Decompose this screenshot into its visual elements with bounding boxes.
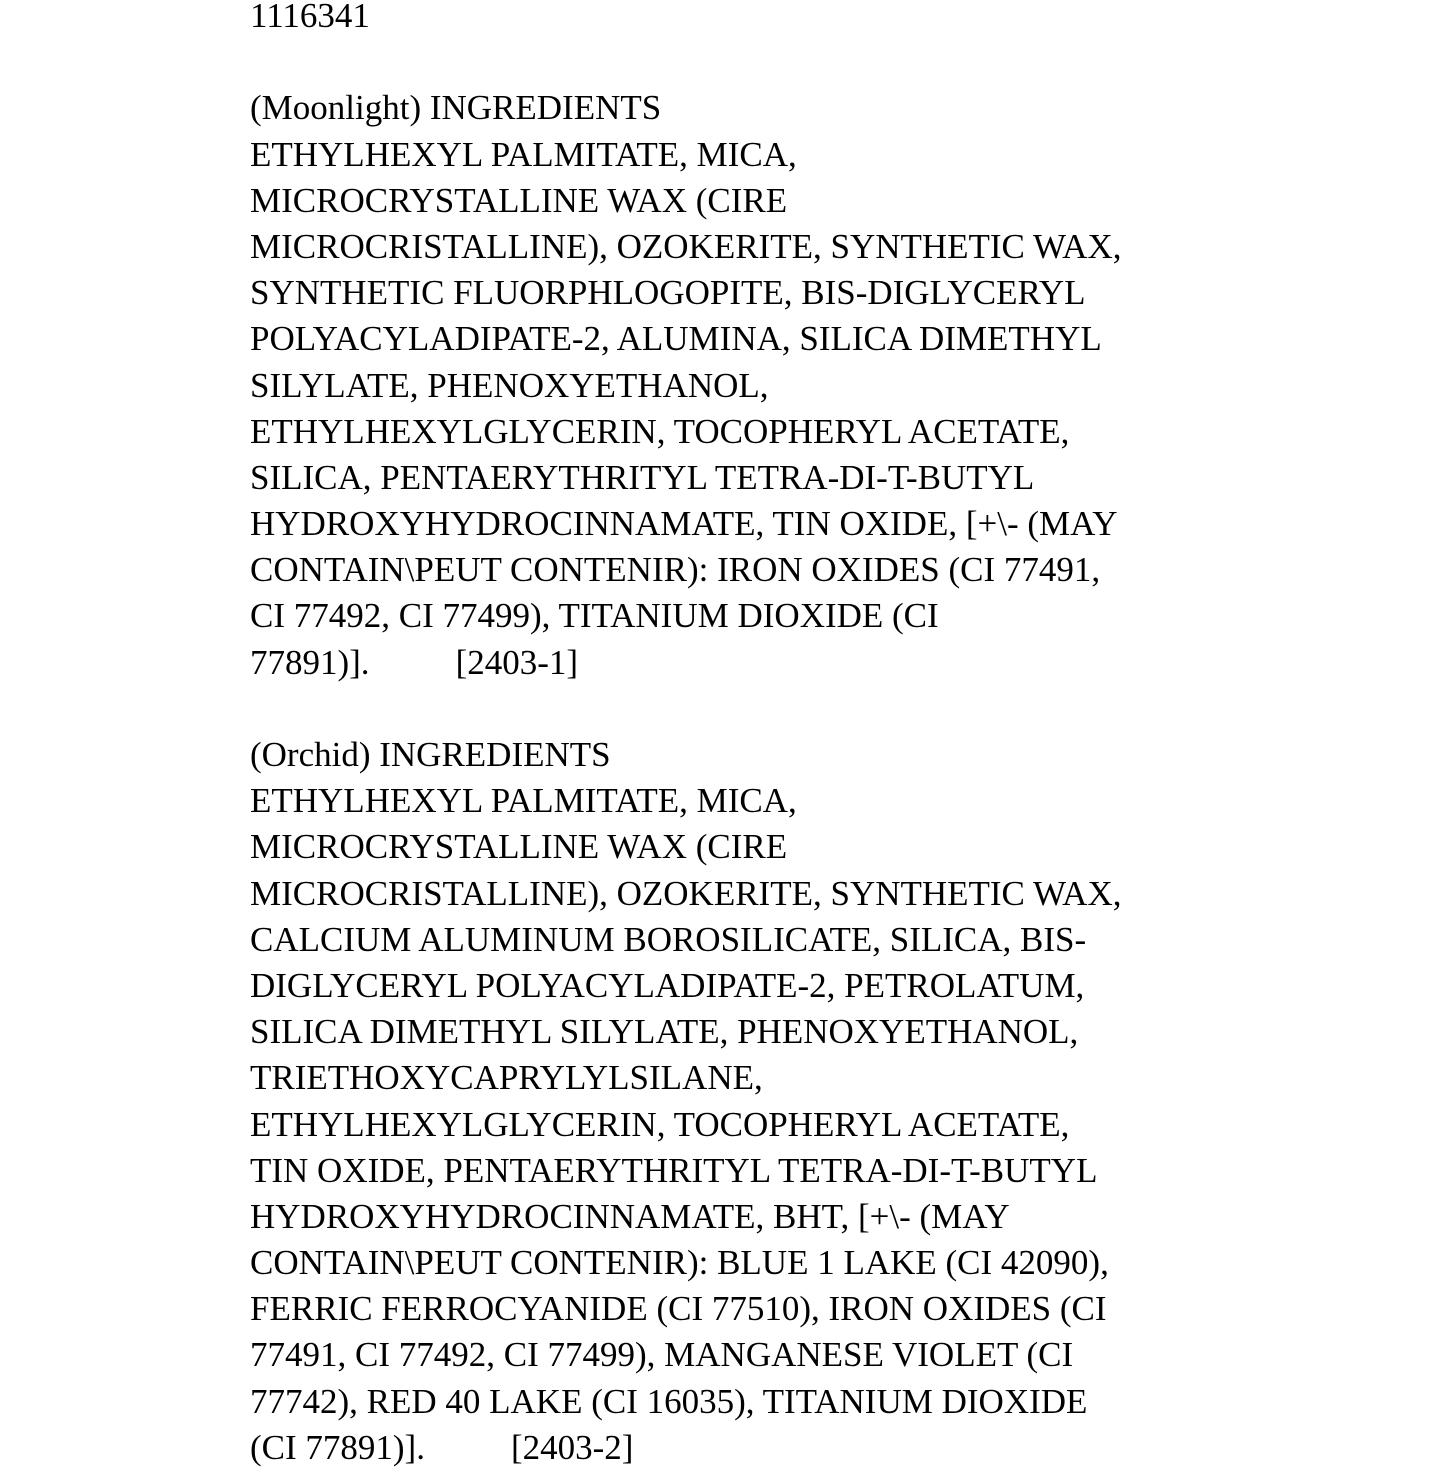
orchid-ingredient-line: MICROCRYSTALLINE WAX (CIRE [250,827,788,867]
ingredients-document [250,0,1250,1471]
orchid-ingredient-line: MICROCRISTALLINE), OZOKERITE, SYNTHETIC WAX, [250,873,1122,913]
moonlight-ingredient-line: SYNTHETIC FLUORPHLOGOPITE, BIS-DIGLYCERYL [250,273,1086,313]
orchid-ingredient-line: SILICA DIMETHYL SILYLATE, PHENOXYETHANOL, [250,1012,1079,1052]
moonlight-ingredient-line: ETHYLHEXYL PALMITATE, MICA, [250,134,797,174]
orchid-ingredient-line: TIN OXIDE, PENTAERYTHRITYL TETRA-DI-T-BUTYL [250,1150,1098,1190]
moonlight-ingredient-line: MICROCRISTALLINE), OZOKERITE, SYNTHETIC WAX, [250,226,1122,266]
orchid-ingredient-line: DIGLYCERYL POLYACYLADIPATE-2, PETROLATUM, [250,965,1085,1005]
document-id: 1116341 [250,0,370,35]
moonlight-batch-code: [2403-1] [455,642,579,682]
moonlight-ingredient-line: SILYLATE, PHENOXYETHANOL, [250,365,769,405]
orchid-ingredient-line: ETHYLHEXYL PALMITATE, MICA, [250,781,797,821]
moonlight-ingredient-line: CONTAIN\PEUT CONTENIR): IRON OXIDES (CI 77491, [250,550,1101,590]
orchid-ingredient-line: CONTAIN\PEUT CONTENIR): BLUE 1 LAKE (CI 42090), [250,1243,1109,1283]
section-spacer [250,39,1250,85]
orchid-final-text: (CI 77891)]. [250,1427,425,1467]
orchid-ingredient-line: ETHYLHEXYLGLYCERIN, TOCOPHERYL ACETATE, [250,1104,1070,1144]
orchid-ingredient-line: TRIETHOXYCAPRYLYLSILANE, [250,1058,763,1098]
section-spacer [250,686,1250,732]
orchid-ingredients-section [250,732,1250,1471]
orchid-heading: (Orchid) INGREDIENTS [250,735,611,774]
moonlight-ingredient-line: HYDROXYHYDROCINNAMATE, TIN OXIDE, [+\- (MAY [250,504,1118,544]
orchid-ingredient-line: 77742), RED 40 LAKE (CI 16035), TITANIUM DIOXIDE [250,1381,1088,1421]
orchid-ingredient-line: 77491, CI 77492, CI 77499), MANGANESE VIOLET (CI [250,1335,1074,1375]
moonlight-ingredient-line: SILICA, PENTAERYTHRITYL TETRA-DI-T-BUTYL [250,457,1035,497]
orchid-ingredient-line: FERRIC FERROCYANIDE (CI 77510), IRON OXIDES (CI [250,1289,1107,1329]
moonlight-final-line [250,640,1250,686]
moonlight-final-text: 77891)]. [250,642,370,682]
moonlight-heading: (Moonlight) INGREDIENTS [250,88,662,128]
orchid-ingredient-line: CALCIUM ALUMINUM BOROSILICATE, SILICA, BIS- [250,919,1087,959]
moonlight-ingredient-line: POLYACYLADIPATE-2, ALUMINA, SILICA DIMETHYL [250,319,1102,359]
orchid-batch-code: [2403-2] [510,1427,634,1467]
moonlight-ingredient-line: ETHYLHEXYLGLYCERIN, TOCOPHERYL ACETATE, [250,411,1070,451]
moonlight-ingredients-section [250,85,1250,685]
orchid-ingredient-line: HYDROXYHYDROCINNAMATE, BHT, [+\- (MAY [250,1196,1010,1236]
orchid-final-line [250,1425,1250,1471]
moonlight-ingredient-line: CI 77492, CI 77499), TITANIUM DIOXIDE (CI [250,596,939,636]
moonlight-ingredient-line: MICROCRYSTALLINE WAX (CIRE [250,180,788,220]
